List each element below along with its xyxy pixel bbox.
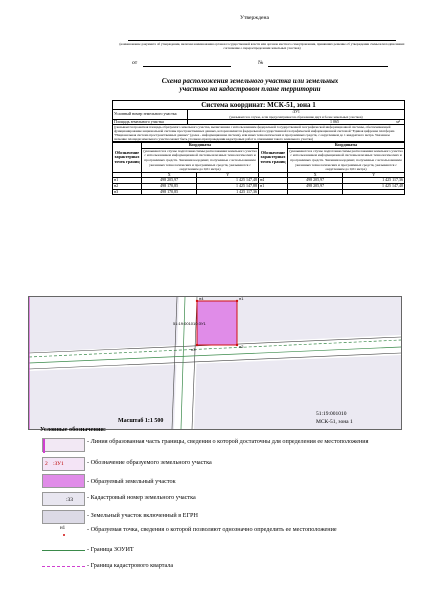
points-header-right: Обозначение характерных точек границ bbox=[258, 143, 287, 173]
legend-item bbox=[42, 562, 402, 572]
page-title bbox=[100, 77, 400, 93]
point-id: н2 bbox=[113, 183, 142, 189]
point-x: 498 205,97 bbox=[142, 178, 197, 184]
approval-date-line bbox=[143, 66, 231, 67]
point-label: н4 bbox=[199, 297, 204, 301]
point-y: 1 425 147,48 bbox=[197, 178, 259, 184]
area-value: 1 065 bbox=[330, 118, 339, 124]
title-line-1: Схема расположения земельного участка или земельных bbox=[161, 77, 339, 85]
points-header-left: Обозначение характерных точек границ bbox=[113, 143, 142, 173]
coords-header-right: Координаты bbox=[287, 143, 404, 149]
point-marker bbox=[196, 344, 198, 346]
legend-text: - Земельный участок включенный в ЕГРН bbox=[87, 512, 198, 519]
area-label: Площадь земельного участка bbox=[113, 119, 188, 125]
empty-cell bbox=[258, 189, 287, 195]
coords-header-left: Координаты bbox=[142, 143, 259, 149]
point-y: 1 425 117,36 bbox=[343, 178, 405, 184]
empty-cell bbox=[287, 189, 342, 195]
legend-text: - Линия образованная часть границы, сведения о которой достаточны для определения ее местоположения bbox=[87, 438, 369, 445]
point-id: н1 bbox=[258, 183, 287, 189]
legend-sample-num: 2 bbox=[45, 461, 48, 467]
area-note: (указывается проектная площадь образуемого земельного участка, вычисленная с использованием федеральной государственной географической информационной системы, обеспечивающей функционирование национальной системы пространственных данных, которая является федеральной государственной географической информационной системой "Единая цифровая платформа "Национальная система пространственных данных" (далее - информационная система), или иных технологических и программных средств, с округлением до 1 квадратного метра. Указанное значение площади земельного участка может быть уточнено при проведении кадастровых работ в отношении такого земельного участка) bbox=[113, 125, 405, 142]
coords-note-right: (указываются в случае подготовки схемы расположения земельного участка с использованием информационной системы или иных технологических и программных средств. Значения координат, полученные с использованием указанных технологических и программных средств, указываются с округлением до 0,01 метра) bbox=[289, 148, 403, 172]
table-row bbox=[113, 189, 405, 195]
legend-sample-point: н1 bbox=[60, 526, 66, 531]
legend-item bbox=[42, 457, 402, 471]
approval-caption: (наименование документа об утверждении, включая наименования органов государственной власти или органов местного самоуправления, принявших решение об утверждении схемы или подписавших соглашение о перераспределении земельных участков) bbox=[119, 42, 405, 50]
info-table bbox=[112, 100, 405, 142]
legend-sample-zu: :ЗУ1 bbox=[53, 461, 64, 467]
map-svg bbox=[29, 297, 401, 429]
approval-from-label: от bbox=[132, 60, 138, 66]
points-table bbox=[112, 142, 405, 195]
legend-item bbox=[42, 510, 402, 524]
empty-cell bbox=[343, 189, 405, 195]
legend-swatch-egrn bbox=[42, 510, 85, 524]
x-header-right: X bbox=[287, 172, 342, 178]
conditional-note: (указывается в случае, если предусматривается образование двух и более земельных участков) bbox=[229, 114, 363, 119]
legend-swatch-line bbox=[42, 438, 85, 452]
legend-title: Условные обозначения: bbox=[40, 426, 106, 433]
point-id: н4 bbox=[258, 178, 287, 184]
legend-item bbox=[42, 526, 402, 544]
legend-swatch-zouit bbox=[42, 550, 85, 551]
legend-text: - Граница ЗОУИТ bbox=[87, 546, 134, 553]
point-marker bbox=[236, 300, 238, 302]
y-header-right: Y bbox=[343, 172, 405, 178]
legend-swatch-zu bbox=[42, 457, 85, 471]
legend-swatch-quarter bbox=[42, 566, 85, 567]
point-y: 1 425 147,48 bbox=[343, 183, 405, 189]
approval-number-label: № bbox=[258, 60, 264, 66]
legend-text: - Образуемая точка, сведения о которой позволяют однозначно определить ее местоположение bbox=[87, 526, 337, 533]
approval-title: Утверждена bbox=[240, 15, 269, 21]
x-header-left: X bbox=[142, 172, 197, 178]
point-id: н3 bbox=[113, 189, 142, 195]
point-id: н1 bbox=[113, 178, 142, 184]
coord-system: Система координат: МСК-51, зона 1 bbox=[113, 101, 405, 110]
y-header-left: Y bbox=[197, 172, 259, 178]
legend-swatch-point bbox=[42, 526, 85, 540]
point-y: 1 425 117,36 bbox=[197, 189, 259, 195]
conditional-label: Условный номер земельного участка bbox=[113, 110, 188, 120]
point-y: 1 425 147,88 bbox=[197, 183, 259, 189]
conditional-value: :ЗУ1 bbox=[292, 109, 300, 114]
legend-item bbox=[42, 546, 402, 556]
point-marker bbox=[236, 344, 238, 346]
legend-swatch-kn bbox=[42, 492, 85, 506]
point-label: н2 bbox=[239, 344, 244, 349]
coords-note-left: (указываются в случае подготовки схемы расположения земельного участка с использованием информационной системы или иных технологических и программных средств. Значения координат, полученные с использованием указанных технологических и программных средств, указываются с округлением до 0,01 метра) bbox=[143, 148, 257, 172]
map-scale: Масштаб 1:1 500 bbox=[118, 418, 164, 424]
point-marker bbox=[196, 300, 198, 302]
map-msk: МСК-51, зона 1 bbox=[316, 419, 353, 425]
area-unit: м² bbox=[396, 118, 400, 124]
point-x: 498 205,97 bbox=[287, 178, 342, 184]
legend-item bbox=[42, 474, 402, 488]
point-label: н1 bbox=[239, 297, 244, 301]
legend-text: - Обозначение образуемого земельного участка bbox=[87, 459, 212, 466]
cadastral-map bbox=[28, 296, 402, 430]
point-label: н3 bbox=[191, 347, 196, 352]
approval-line bbox=[128, 40, 396, 41]
title-line-2: участков на кадастровом плане территории bbox=[179, 85, 321, 93]
kad-quarter: 51:19:001010 bbox=[316, 411, 347, 417]
legend-item bbox=[42, 492, 402, 506]
legend-text: - Образуемый земельный участок bbox=[87, 478, 176, 485]
legend-sample-kn: :33 bbox=[66, 497, 74, 503]
approval-number-line bbox=[268, 66, 388, 67]
coordinates-frame bbox=[112, 100, 405, 195]
legend-text: - Граница кадастрового квартала bbox=[87, 562, 174, 569]
legend-swatch-parcel bbox=[42, 474, 85, 488]
point-x: 498 205,97 bbox=[287, 183, 342, 189]
point-x: 498 170,85 bbox=[142, 183, 197, 189]
parcel-label: 51:19:001010:ЗУ1 bbox=[173, 321, 206, 326]
point-x: 498 170,85 bbox=[142, 189, 197, 195]
legend-text: - Кадастровый номер земельного участка bbox=[87, 494, 196, 501]
legend-item bbox=[42, 438, 402, 454]
